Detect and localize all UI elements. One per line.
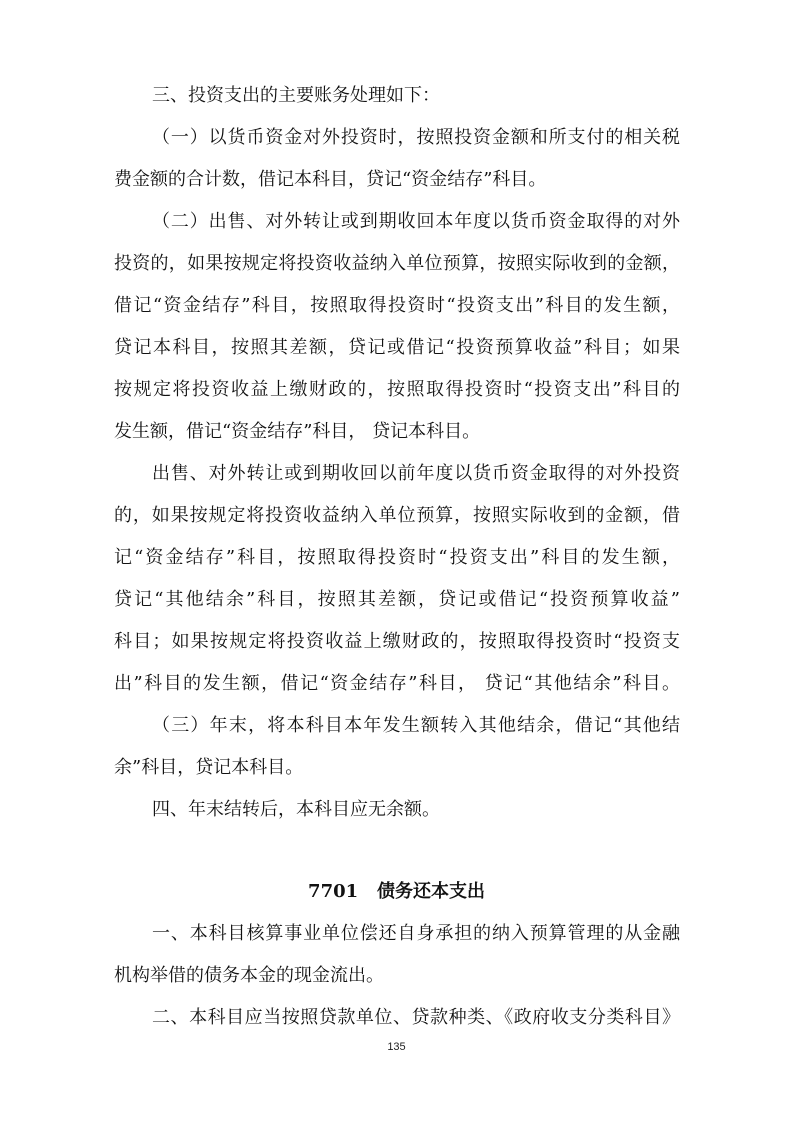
section-heading: 7701 债务还本支出: [308, 881, 485, 902]
paragraph-line-9: 发生额，借记“资金结存”科目， 贷记本科目。: [114, 421, 481, 442]
paragraph-line-18: 四、年末结转后，本科目应无余额。: [152, 799, 440, 820]
paragraph-line-10: 出售、对外转让或到期收回以前年度以货币资金取得的对外投资: [152, 463, 680, 484]
paragraph-line-2: （一）以货币资金对外投资时，按照投资金额和所支付的相关税: [152, 127, 680, 148]
paragraph-line-12: 记“资金结存”科目，按照取得投资时“投资支出”科目的发生额，: [114, 547, 680, 568]
paragraph-line-13: 贷记“其他结余”科目，按照其差额，贷记或借记“投资预算收益”: [114, 589, 680, 610]
paragraph-line-6: 借记“资金结存”科目，按照取得投资时“投资支出”科目的发生额，: [114, 295, 680, 316]
paragraph-line-16: （三）年末，将本科目本年发生额转入其他结余，借记“其他结: [152, 715, 680, 736]
paragraph-line-17: 余”科目，贷记本科目。: [114, 757, 304, 778]
paragraph-line-11: 的，如果按规定将投资收益纳入单位预算，按照实际收到的金额，借: [114, 505, 680, 526]
paragraph-line-20: 机构举借的债务本金的现金流出。: [114, 965, 384, 986]
paragraph-line-19: 一、本科目核算事业单位偿还自身承担的纳入预算管理的从金融: [152, 923, 680, 944]
paragraph-line-5: 投资的，如果按规定将投资收益纳入单位预算，按照实际收到的金额，: [114, 253, 680, 274]
paragraph-line-21: 二、本科目应当按照贷款单位、贷款种类、《政府收支分类科目》: [152, 1007, 680, 1028]
paragraph-line-15: 出”科目的发生额，借记“资金结存”科目， 贷记“其他结余”科目。: [114, 673, 680, 694]
paragraph-line-1: 三、投资支出的主要账务处理如下：: [152, 85, 440, 106]
paragraph-line-7: 贷记本科目，按照其差额，贷记或借记“投资预算收益”科目；如果: [114, 337, 680, 358]
paragraph-line-8: 按规定将投资收益上缴财政的，按照取得投资时“投资支出”科目的: [114, 379, 680, 400]
paragraph-line-3: 费金额的合计数，借记本科目，贷记“资金结存”科目。: [114, 169, 547, 190]
page-number: 135: [387, 1041, 406, 1053]
paragraph-line-14: 科目；如果按规定将投资收益上缴财政的，按照取得投资时“投资支: [114, 631, 680, 652]
paragraph-line-4: （二）出售、对外转让或到期收回本年度以货币资金取得的对外: [152, 211, 680, 232]
